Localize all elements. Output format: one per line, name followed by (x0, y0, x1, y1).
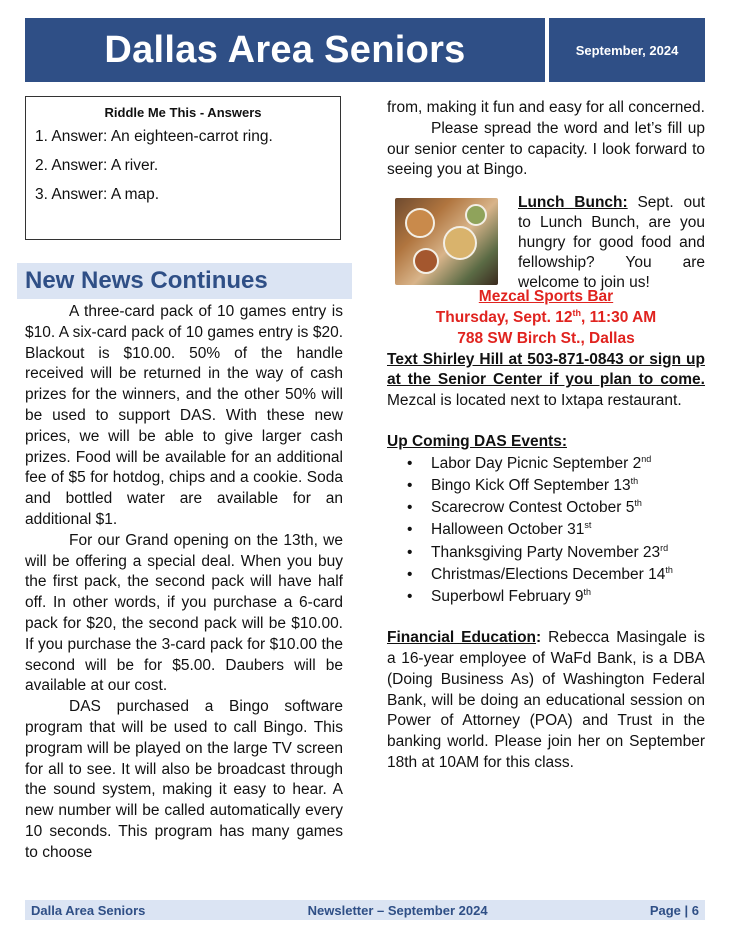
newsletter-title: Dallas Area Seniors (25, 18, 545, 82)
news-spread-word: Please spread the word and let’s fill up our senior center to capacity. I look forward to seeing you at Bingo. (387, 119, 705, 179)
lunch-bunch-label: Lunch Bunch: (518, 194, 628, 212)
lunch-bunch-text (518, 193, 705, 293)
riddle-answer: 1. Answer: An eighteen-carrot ring. (35, 128, 273, 145)
riddle-answer: 2. Answer: A river. (35, 157, 159, 174)
bullet-icon: • (407, 521, 413, 539)
lunch-note: Mezcal is located next to Ixtapa restaurant. (387, 392, 682, 410)
lunch-address: 788 SW Birch St., Dallas (457, 329, 635, 347)
event-sup: rd (660, 542, 669, 553)
lunch-date-suffix: , 11:30 AM (580, 308, 657, 326)
lunch-venue: Mezcal Sports Bar (478, 288, 614, 306)
event-sup: nd (641, 453, 652, 464)
page-header (25, 18, 705, 82)
list-item (407, 542, 705, 564)
footer-center: Newsletter – September 2024 (307, 902, 488, 918)
list-item (407, 453, 705, 475)
event-sup: th (634, 498, 642, 509)
page-footer (25, 900, 705, 920)
event-sup: st (584, 520, 592, 531)
news-paragraph: A three-card pack of 10 games entry is $10. A six-card pack of 10 games entry is $20. Blackout is $10.00. 50% of the handle received will be returned in the way of cash prizes for the winners, and the other 50% will be used to support DAS. With these new prices, we will be able to give larger cash prizes. Food will be available for an additional fee of $5 for hotdog, chips and a cookie. Soda and bottled water are available for an additional $1. (25, 303, 343, 528)
lunch-datetime (387, 308, 705, 329)
right-column (387, 98, 705, 774)
issue-date: September, 2024 (549, 18, 705, 82)
lunch-date-sup: th (572, 307, 581, 318)
list-item (407, 586, 705, 608)
bullet-icon: • (407, 476, 413, 494)
footer-page-number: Page | 6 (649, 902, 699, 918)
list-item (407, 564, 705, 586)
riddle-title: Riddle Me This - Answers (104, 105, 262, 120)
financial-education-paragraph (387, 628, 705, 774)
bullet-icon: • (407, 587, 413, 605)
lunch-bunch-block (387, 193, 705, 292)
event-text: Scarecrow Contest October 5 (431, 499, 635, 517)
riddle-answers-box (25, 96, 341, 240)
bullet-icon: • (407, 565, 413, 583)
bullet-icon: • (407, 454, 413, 472)
event-text: Thanksgiving Party November 23 (431, 543, 661, 561)
financial-label: Financial Education (387, 629, 537, 647)
list-item (407, 497, 705, 519)
events-title: Up Coming DAS Events: (387, 432, 567, 450)
lunch-rsvp: Text Shirley Hill at 503-871-0843 or sign up at the Senior Center if you plan to come. (387, 350, 705, 389)
financial-text: Rebecca Masingale is a 16-year employee of WaFd Bank, is a DBA (Doing Business As) of Washington Federal Bank, will be doing an educational session on Power of Attorney (POA) and Trust in the banking world. Please join her on September 18th at 10AM for this class. (387, 629, 705, 771)
riddle-answer: 3. Answer: A map. (35, 186, 160, 203)
lunch-date-prefix: Thursday, Sept. 12 (435, 308, 573, 326)
lunch-photo (395, 198, 498, 285)
event-text: Christmas/Elections December 14 (431, 565, 666, 583)
bullet-icon: • (407, 543, 413, 561)
lunch-bunch-description: Sept. out to Lunch Bunch, are you hungry for good food and fellowship? You are welcome to join us! (518, 194, 705, 292)
section-heading-new-news: New News Continues (17, 263, 352, 299)
event-text: Superbowl February 9 (431, 587, 584, 605)
list-item (407, 519, 705, 541)
event-sup: th (583, 586, 592, 597)
event-sup: th (630, 475, 639, 486)
lunch-rsvp-paragraph (387, 350, 705, 412)
footer-left: Dalla Area Seniors (31, 902, 146, 918)
left-column (25, 302, 343, 864)
news-continued: from, making it fun and easy for all concerned. (387, 99, 705, 116)
event-text: Halloween October 31 (431, 521, 585, 539)
list-item (407, 475, 705, 497)
event-text: Bingo Kick Off September 13 (431, 476, 631, 494)
news-paragraph: For our Grand opening on the 13th, we will be offering a special deal. When you buy the first pack, the second pack will have half off. In other words, if you purchase a 6-card pack for $20, the second pack will be $10.00. If you purchase the 3-card pack for $10.00 the second will be for $5.00. Daubers will be available at our cost. (25, 531, 343, 695)
event-sup: th (665, 564, 673, 575)
events-list (387, 453, 705, 608)
bullet-icon: • (407, 499, 413, 517)
financial-colon: : (536, 629, 542, 647)
event-text: Labor Day Picnic September 2 (431, 454, 642, 472)
news-paragraph: DAS purchased a Bingo software program that will be used to call Bingo. This program will be played on the large TV screen for all to see. It will also be broadcast through the sound system, making it easy to hear. A new number will be called automatically every 10 seconds. This program has many games to choose (25, 698, 343, 861)
